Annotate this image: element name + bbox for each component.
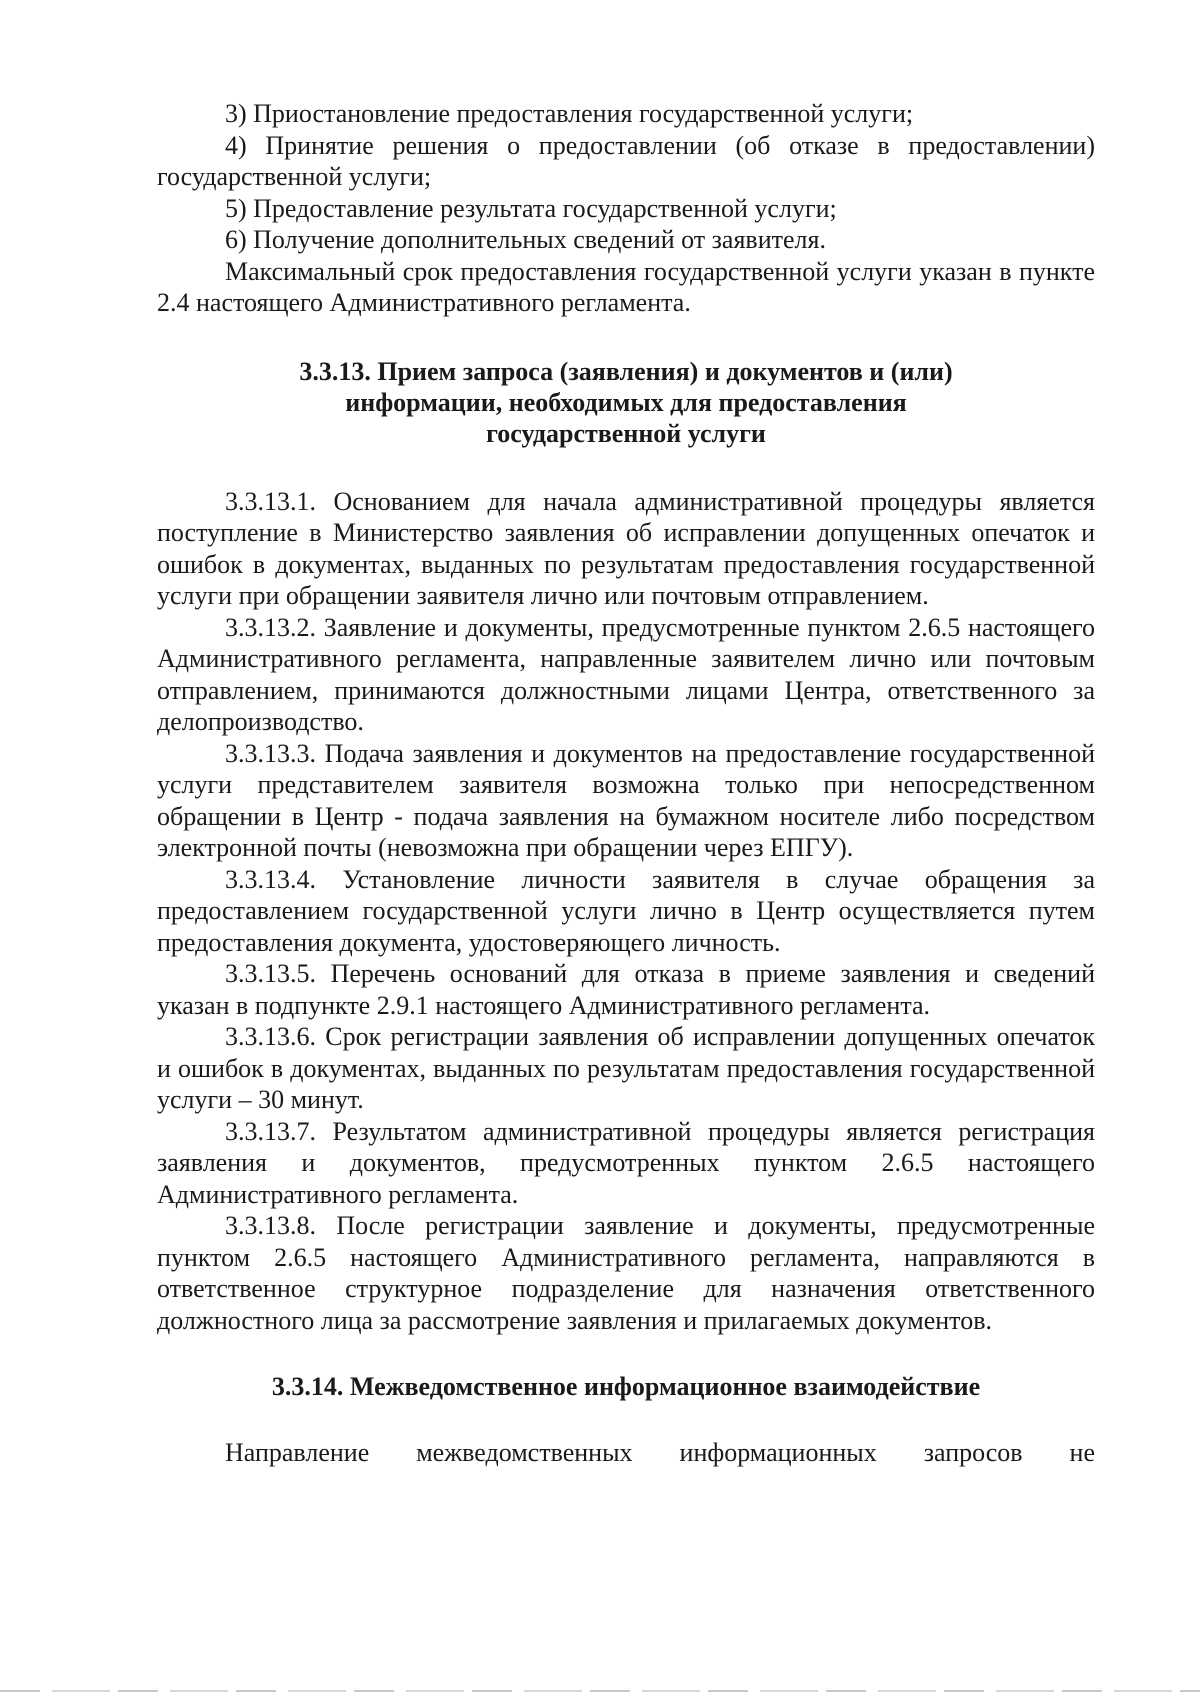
paragraph-3-3-13-6: 3.3.13.6. Срок регистрации заявления об исправлении допущенных опечаток и ошибок в документах, выданных по результатам предоставления государственной услуги – 30 минут.: [157, 1022, 1095, 1114]
document-page: [157, 98, 1095, 1469]
scan-artifact-line: [0, 1690, 1200, 1692]
paragraph-3-3-13-1: 3.3.13.1. Основанием для начала административной процедуры является поступление в Министерство заявления об исправлении допущенных опечаток и ошибок в документах, выданных по результатам предоставления государственной услуги при обращении заявителя лично или почтовым отправлением.: [157, 486, 1095, 610]
paragraph-3-3-13-3: 3.3.13.3. Подача заявления и документов на предоставление государственной услуги представителем заявителя возможна только при непосредственном обращении в Центр - подача заявления на бумажном носителе либо посредством электронной почты (невозможна при обращении через ЕПГУ).: [157, 738, 1095, 862]
paragraph-3-3-13-2: 3.3.13.2. Заявление и документы, предусмотренные пунктом 2.6.5 настоящего Административного регламента, направленные заявителем лично или почтовым отправлением, принимаются должностными лицами Центра, ответственного за делопроизводство.: [157, 612, 1095, 736]
heading-line-2: информации, необходимых для предоставления: [345, 387, 907, 417]
section-heading-3-3-13: [157, 356, 1095, 449]
section-heading-3-3-14: 3.3.14. Межведомственное информационное взаимодействие: [271, 1372, 981, 1401]
paragraph-3-3-13-4: 3.3.13.4. Установление личности заявителя в случае обращения за предоставлением государственной услуги лично в Центр осуществляется путем предоставления документа, удостоверяющего личность.: [157, 864, 1095, 957]
paragraph-3-3-13-5: 3.3.13.5. Перечень оснований для отказа в приеме заявления и сведений указан в подпункте 2.9.1 настоящего Административного регламента.: [157, 959, 1095, 1020]
list-item-4: 4) Принятие решения о предоставлении (об отказе в предоставлении) государственной услуги;: [157, 130, 1095, 191]
paragraph-3-3-13-7: 3.3.13.7. Результатом административной процедуры является регистрация заявления и документов, предусмотренных пунктом 2.6.5 настоящего Административного регламента.: [157, 1116, 1095, 1209]
list-item-6: 6) Получение дополнительных сведений от заявителя.: [225, 225, 826, 254]
paragraph-3-3-13-8: 3.3.13.8. После регистрации заявление и документы, предусмотренные пунктом 2.6.5 настоящего Административного регламента, направляются в ответственное структурное подразделение для назначения ответственного должностного лица за рассмотрение заявления и прилагаемых документов.: [157, 1211, 1095, 1335]
heading-line-3: государственной услуги: [486, 418, 766, 448]
list-item-5: 5) Предоставление результата государственной услуги;: [225, 193, 837, 223]
max-term-paragraph: Максимальный срок предоставления государственной услуги указан в пункте 2.4 настоящего Административного регламента.: [157, 256, 1095, 317]
heading-line-1: 3.3.13. Прием запроса (заявления) и документов и (или): [299, 356, 953, 386]
paragraph-3-3-14-start: Направление межведомственных информационных запросов не: [225, 1438, 1095, 1467]
list-item-3: 3) Приостановление предоставления государственной услуги;: [225, 99, 914, 128]
